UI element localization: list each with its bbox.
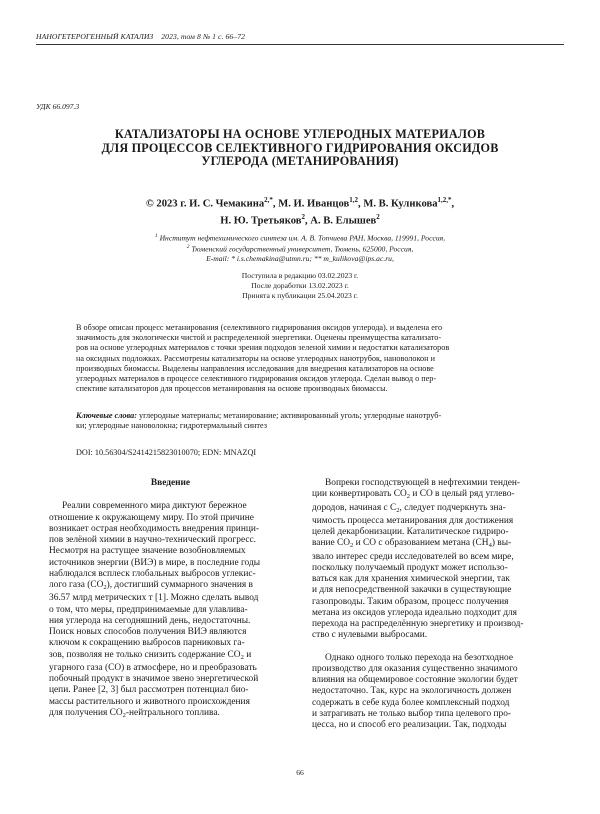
text-line: о том, что меры, предпринимаемые для улавлива- xyxy=(49,604,248,615)
submission-dates xyxy=(0,271,600,301)
title-line: КАТАЛИЗАТОРЫ НА ОСНОВЕ УГЛЕРОДНЫХ МАТЕРИАЛОВ xyxy=(114,127,486,141)
keywords-label: Ключевые слова: xyxy=(76,411,137,420)
text-line: содержать в себе куда более комплексный подход xyxy=(312,697,510,708)
header-rule xyxy=(36,44,564,45)
volume-info: 2023, том 8 № 1 с. 66–72 xyxy=(161,32,246,41)
doi-line: DOI: 10.56304/S2414215823010070; EDN: MNAZQI xyxy=(76,448,257,457)
affiliation-text: Тюменский государственный университет, Тюмень, 625000, Россия, xyxy=(191,244,414,254)
affiliation-text: Институт нефтехимического синтеза им. А. В. Топчиева РАН, Москва, 119991, Россия, xyxy=(159,233,446,243)
affil-sup: 2 xyxy=(376,212,380,221)
author-ivantsov: , М. И. Иванцов xyxy=(272,198,350,210)
text-run: и CO в целый ряд углево- xyxy=(409,489,515,500)
subscript: 2 xyxy=(240,653,244,661)
text-line: метана из оксидов углерода идеально подходит для xyxy=(312,607,517,618)
journal-name: НАНОГЕТЕРОГЕННЫЙ КАТАЛИЗ xyxy=(36,32,154,41)
text-line: звало интерес среди исследователей во всем мире, xyxy=(312,551,514,562)
affiliation-2 xyxy=(40,243,560,254)
text-run: и xyxy=(243,649,252,660)
title-line: ДЛЯ ПРОЦЕССОВ СЕЛЕКТИВНОГО ГИДРИРОВАНИЯ ОКСИДОВ xyxy=(101,140,499,155)
date-received: Поступила в редакцию 03.02.2023 г. xyxy=(241,271,359,280)
text-line: поскольку получаемый продукт может использо- xyxy=(312,562,508,573)
text-line: влияния на общемировое состояние экологии будет xyxy=(312,675,518,685)
text-run: для получения CO xyxy=(49,707,123,718)
keywords-text: углеродные материалы; метанирование; активированный уголь; углеродные нанотруб- xyxy=(136,411,442,420)
author-list xyxy=(40,194,560,227)
page-number: 66 xyxy=(296,768,304,777)
affil-sup: 2 xyxy=(301,212,305,221)
text-line: и для непосредственной закачки в существующие xyxy=(312,585,512,596)
author-kulikova: , М. В. Куликова xyxy=(358,198,438,210)
text-run: и CO с образованием метана (CH xyxy=(353,538,489,549)
affil-sup: 2,* xyxy=(264,196,273,204)
text-line: ключом к сокращению выбросов парниковых га- xyxy=(49,638,245,649)
text-line: и затрагивать не только выбор типа целевого про- xyxy=(312,708,512,719)
text-line xyxy=(49,580,292,593)
udk-code: УДК 66.097.3 xyxy=(36,102,80,111)
text-line: Поиск новых способов получения ВИЭ являются xyxy=(49,627,247,637)
section-title: Введение xyxy=(150,478,191,488)
abstract-line: на оксидных подложках. Рассмотрены катализаторы на основе углеродных нанотрубок, нановолокон и xyxy=(76,353,435,363)
affiliations xyxy=(40,232,560,264)
text-run: ции конвертировать CO xyxy=(312,489,407,500)
affil-sup: 1,2,* xyxy=(437,196,452,204)
article-title xyxy=(40,128,560,169)
author-elyshev: , А. В. Елышев xyxy=(305,215,377,227)
affil-sup: 1,2 xyxy=(349,196,359,204)
text-run: дородов, начиная с C xyxy=(312,502,397,513)
author-line xyxy=(40,194,560,211)
affil-sup: 1 xyxy=(154,233,158,239)
text-line: цесса, но и способ его реализации. Так, подходы xyxy=(312,720,507,730)
text-line: Реалии современного мира диктуют бережное xyxy=(62,501,247,512)
email-line: E-mail: * i.s.chemakina@utmn.ru; ** m_kulikova@ips.ac.ru, xyxy=(206,254,394,264)
text-run: ), достигший суммарного значения в xyxy=(106,580,253,590)
text-line: побочный продукт в значимое звено энергетической xyxy=(49,674,259,684)
date-revised: После доработки 13.02.2023 г. xyxy=(251,281,349,290)
text-line: массы растительного и животного происхождения xyxy=(49,696,250,707)
text-run: , следует подчеркнуть зна- xyxy=(399,502,506,513)
text-line: угарного газа (CO) в атмосфере, но и преобразовать xyxy=(49,662,257,673)
abstract xyxy=(76,323,564,394)
author-separator: , xyxy=(451,198,455,210)
text-line: газопроводы. Таким образом, процесс получения xyxy=(312,596,509,607)
author-tretyakov: Н. Ю. Третьяков xyxy=(220,215,302,227)
text-line: целей декарбонизации. Каталитическое гидриро- xyxy=(312,527,509,537)
text-line: ваться как для хранения химической энергии, так xyxy=(312,574,510,584)
affil-sup: 2 xyxy=(186,244,190,251)
right-column xyxy=(312,478,555,731)
subscript: 2 xyxy=(396,506,400,514)
text-line: Вопреки господствующей в нефтехимии тенден- xyxy=(325,478,521,488)
text-line: перехода на распределённую энергетику и производ- xyxy=(312,619,524,629)
subscript: 2 xyxy=(103,584,107,591)
text-line: пов зелёной химии в научно-технический прогресс. xyxy=(49,535,257,545)
paragraph-gap xyxy=(312,642,555,653)
subscript: 2 xyxy=(122,711,126,719)
text-run: вание CO xyxy=(312,538,351,549)
text-line: Несмотря на растущее значение возобновляемых xyxy=(49,546,246,557)
abstract-line: В обзоре описан процесс метанирования (селективного гидрирования оксидов углерода). и выделена его xyxy=(76,323,443,332)
text-run: зов, позволяя не только снизить содержание CO xyxy=(49,649,241,660)
text-line: ния углерода на сегодняшний день, недостаточны. xyxy=(49,615,251,626)
left-column xyxy=(49,478,292,721)
abstract-line: углеродных материалов в процессе селективного гидрирования оксидов углерода. Сделан вывод о пер- xyxy=(76,374,437,384)
text-line: цепи. Ранее [2, 3] был рассмотрен потенциал био- xyxy=(49,685,249,696)
title-line: УГЛЕРОДА (МЕТАНИРОВАНИЯ) xyxy=(201,154,399,169)
text-line: возникает острая необходимость внедрения принци- xyxy=(49,523,259,534)
subscript: 4 xyxy=(488,542,492,550)
text-run: -нейтрального топлива. xyxy=(125,707,220,718)
author-chemakina: © 2023 г. И. С. Чемакина xyxy=(145,198,265,210)
text-line xyxy=(49,650,292,663)
text-line xyxy=(312,503,555,516)
date-accepted: Принята к публикации 25.04.2023 г. xyxy=(242,291,358,300)
keywords-line xyxy=(76,411,564,421)
text-line: источников энергии (ВИЭ) в мире, в последние годы xyxy=(49,557,261,568)
abstract-line: спективе катализаторов для процессов метанирования на основе производных биомассы. xyxy=(76,384,388,394)
text-line: наблюдался всплеск глобальных выбросов углекис- xyxy=(49,568,256,579)
text-line: чимость процесса метанирования для достижения xyxy=(312,515,514,526)
text-line: Однако одного только перехода на безотходное xyxy=(325,652,514,663)
text-line: недостаточно. Так, курс на экологичность должен xyxy=(312,686,512,697)
text-run: лого газа (CO xyxy=(49,580,104,590)
abstract-line: значимость для экологически чистой и распределенной энергетики. Оценены преимущества катализато- xyxy=(76,333,442,343)
subscript: 2 xyxy=(406,493,410,501)
text-line: 36.57 млрд метрических т [1]. Можно сделать вывод xyxy=(49,593,259,604)
author-line xyxy=(40,211,560,228)
affiliation-1 xyxy=(40,232,560,243)
text-line xyxy=(49,708,292,721)
running-header xyxy=(36,32,245,41)
text-line xyxy=(312,538,555,551)
keywords xyxy=(76,411,564,431)
keywords-line: ки; углеродные нановолокна; гидротермальный синтез xyxy=(76,421,267,431)
subscript: 2 xyxy=(350,542,354,550)
text-run: ) вы- xyxy=(491,538,512,549)
text-line xyxy=(312,489,555,502)
abstract-line: ров на основе углеродных материалов с точки зрения подходов зеленой химии и недостатки катализаторов xyxy=(76,343,450,353)
text-line: отношение к окружающему миру. По этой причине xyxy=(49,512,254,523)
text-line: ство с нулевыми выбросами. xyxy=(312,630,428,641)
text-line: производство для оказания существенно значимого xyxy=(312,663,518,674)
abstract-line: производных биомассы. Выделены направления исследования для внедрения катализаторов на основе xyxy=(76,363,434,373)
